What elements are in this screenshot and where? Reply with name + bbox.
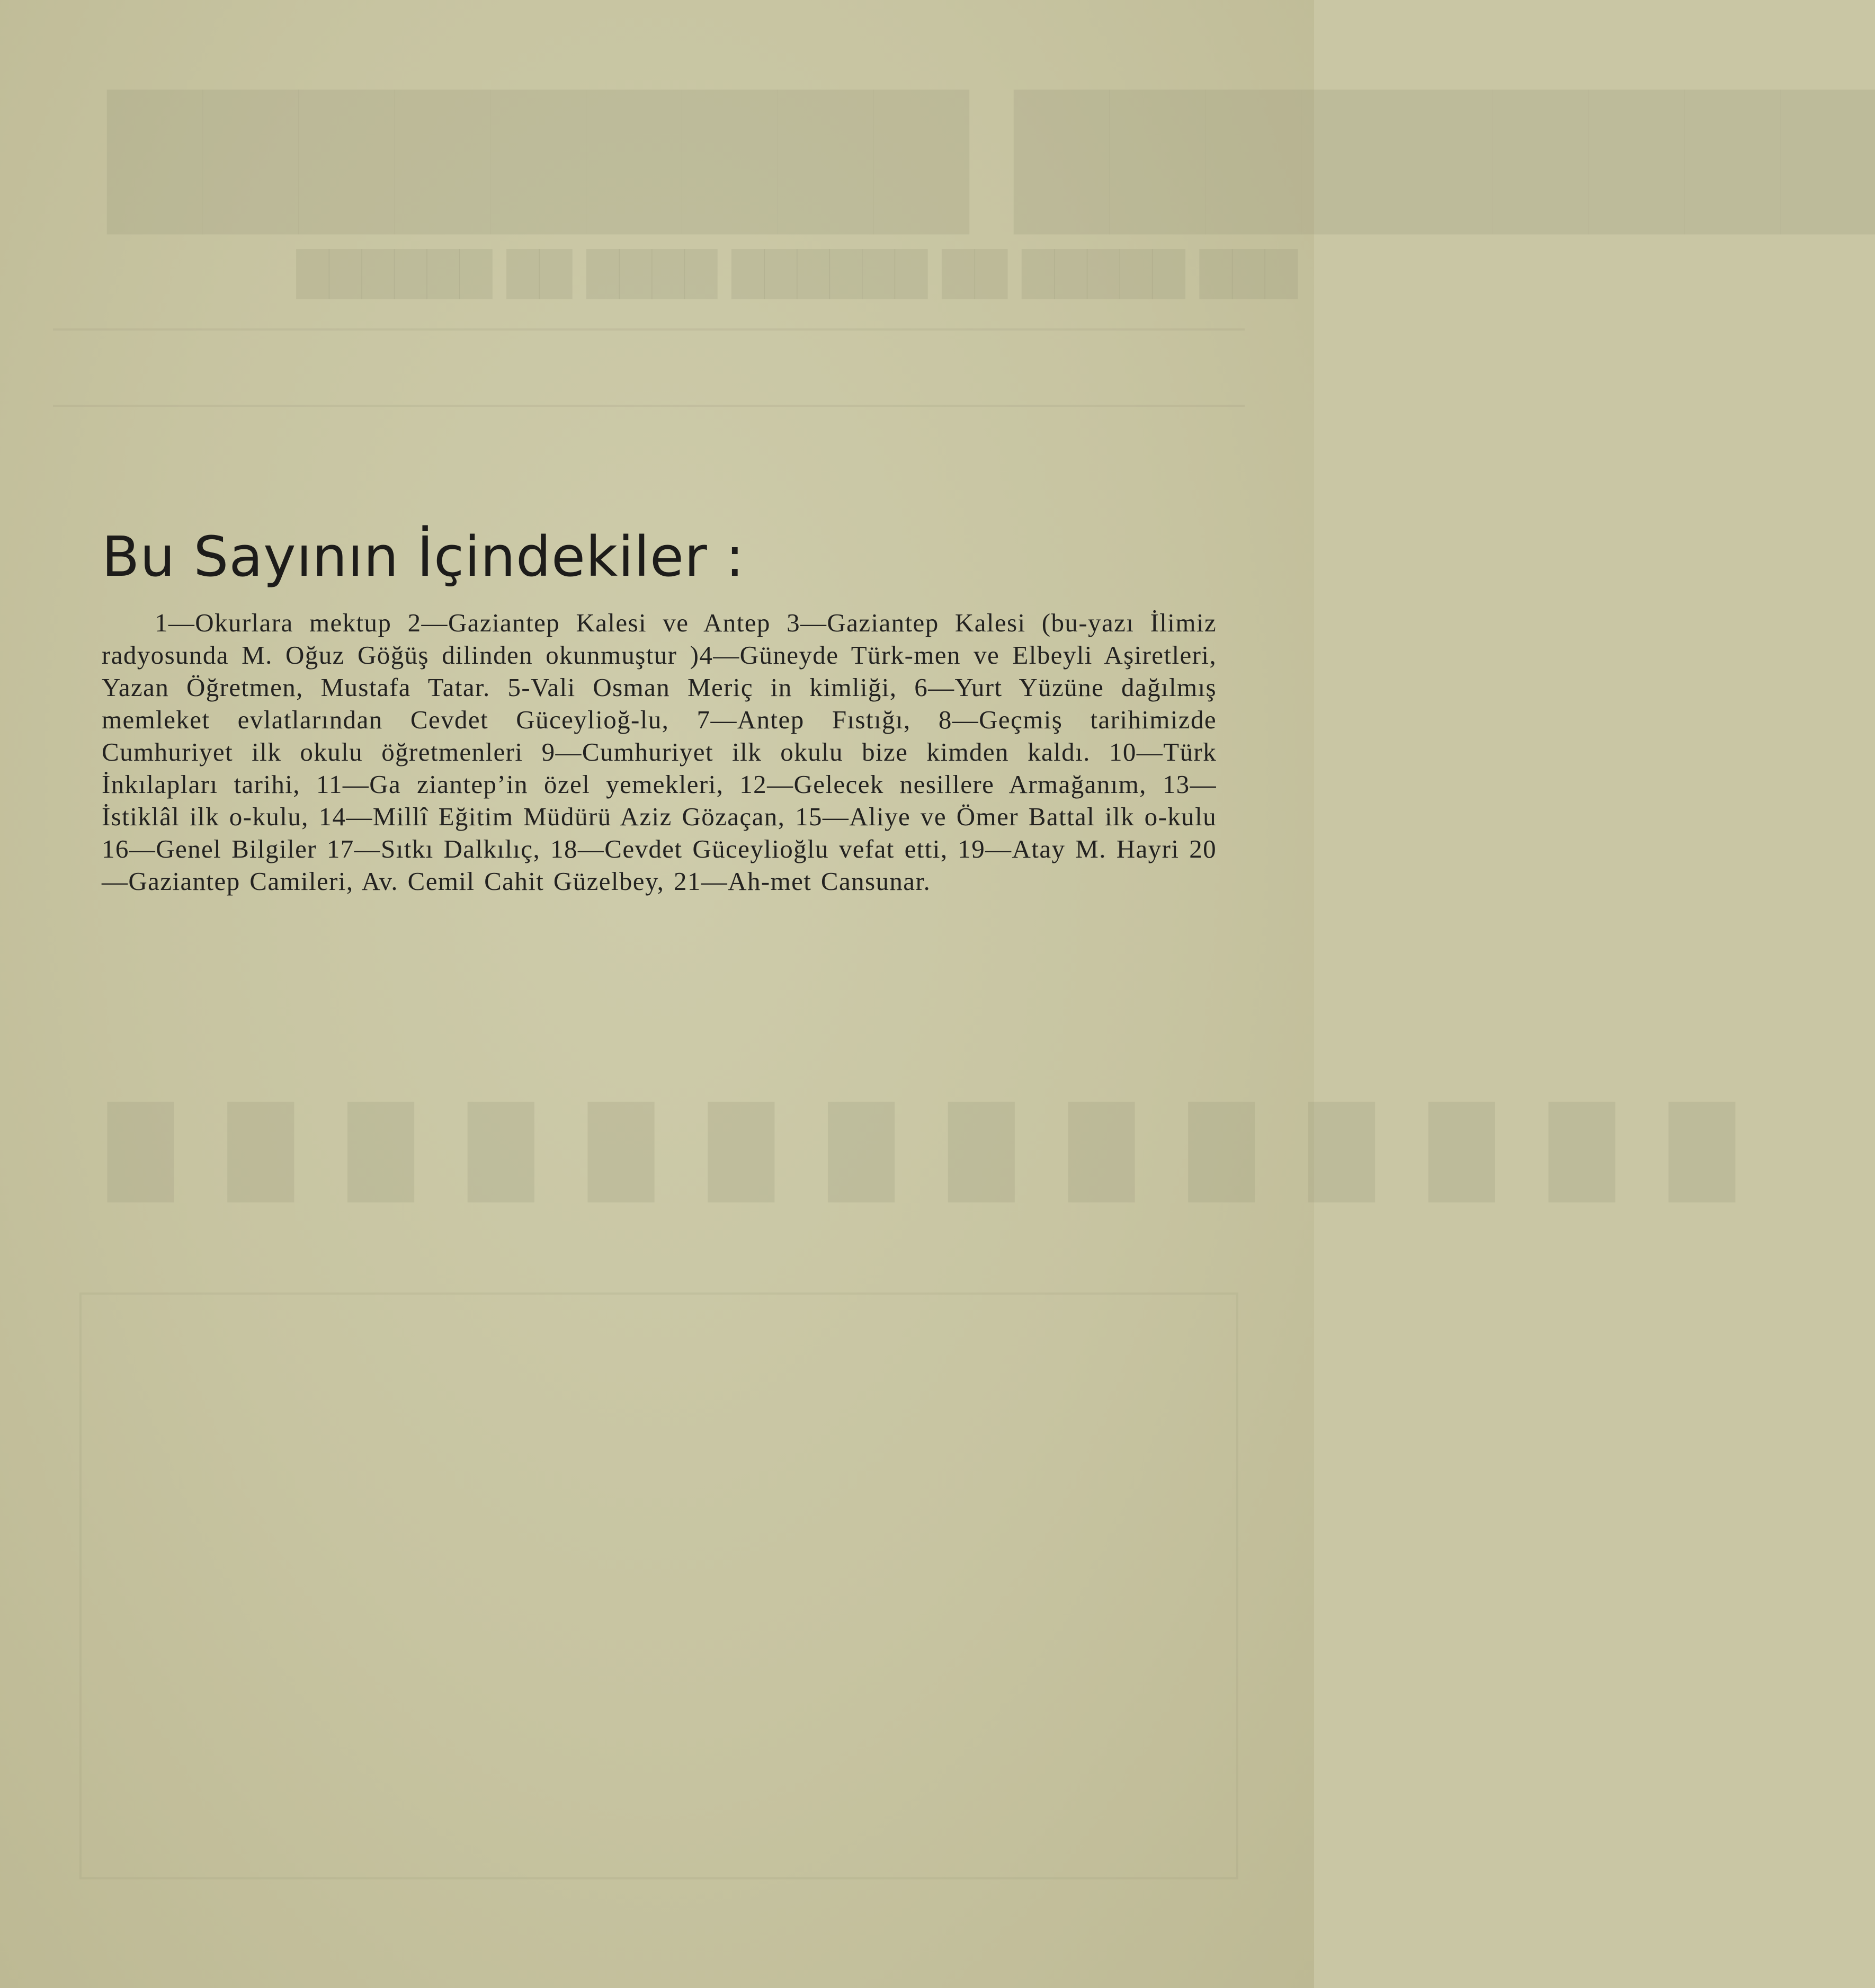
contents-heading: Bu Sayının İçindekiler : bbox=[102, 524, 745, 589]
bleed-through-mark: █ █ █ █ █ █ █ █ █ █ █ █ █ █ bbox=[95, 1102, 1735, 1201]
bleed-through-box bbox=[79, 1292, 1238, 1879]
bleed-through-mark: ███ █████ ██ ██████ ████ ██ ██████ bbox=[297, 249, 1298, 299]
bleed-through-band bbox=[53, 328, 1245, 407]
bleed-through-mark: █████████ █████████ bbox=[106, 90, 1875, 233]
contents-list: 1—Okurlara mektup 2—Gaziantep Kalesi ve Antep 3—Gaziantep Kalesi (bu-yazı İlimiz radyosunda M. Oğuz Göğüş dilinden okunmuştur )4—Güneyde Türk-men ve Elbeyli Aşiretleri, Yazan Öğretmen, Mustafa Tatar. 5-Vali Osman Meriç in kimliği, 6—Yurt Yüzüne dağılmış memleket evlatlarından Cevdet Güceylioğ-lu, 7—Antep Fıstığı, 8—Geçmiş tarihimizde Cumhuriyet ilk okulu öğretmenleri 9—Cumhuriyet ilk okulu bize kimden kaldı. 10—Türk İnkılapları tarihi, 11—Ga ziantep’in özel yemekleri, 12—Gelecek nesillere Armağanım, 13—İstiklâl ilk o-kulu, 14—Millî Eğitim Müdürü Aziz Gözaçan, 15—Aliye ve Ömer Battal ilk o-kulu 16—Genel Bilgiler 17—Sıtkı Dalkılıç, 18—Cevdet Güceylioğlu vefat etti, 19—Atay M. Hayri 20—Gaziantep Camileri, Av. Cemil Cahit Güzelbey, 21—Ah-met Cansunar. bbox=[102, 608, 1217, 896]
